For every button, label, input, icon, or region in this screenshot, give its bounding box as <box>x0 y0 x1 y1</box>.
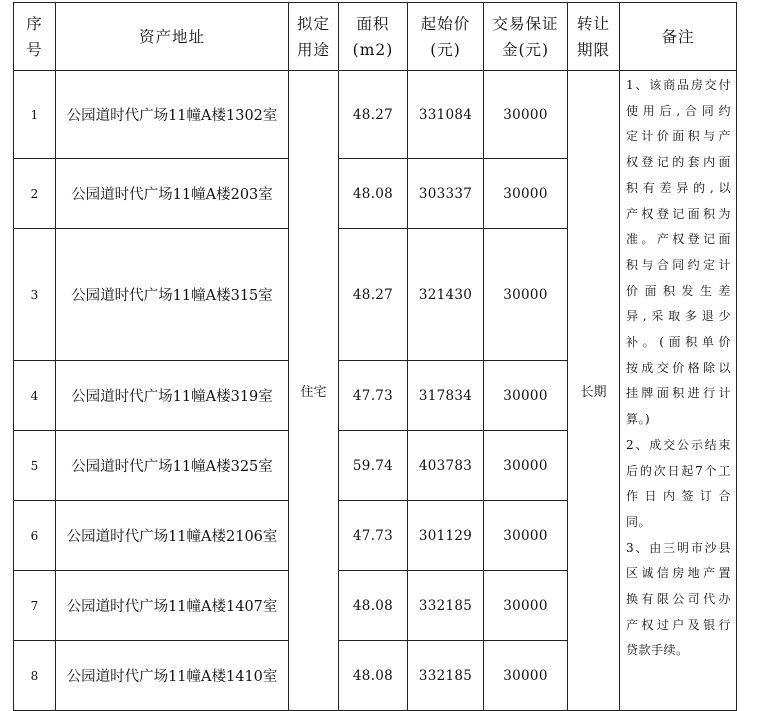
remark-line: 1、该商品房交付 <box>626 78 731 92</box>
row-seq: 8 <box>14 641 56 711</box>
remark-line: 产权过户及银行 <box>626 617 731 632</box>
row-price: 403783 <box>408 431 484 501</box>
header-row <box>14 3 737 71</box>
remark-line: 使用后,合同约 <box>626 103 731 118</box>
row-address: 公园道时代广场11幢A楼325室 <box>56 431 289 501</box>
row-deposit: 30000 <box>484 641 568 711</box>
row-price: 331084 <box>408 71 484 159</box>
row-deposit: 30000 <box>484 431 568 501</box>
row-address: 公园道时代广场11幢A楼1407室 <box>56 571 289 641</box>
row-seq: 5 <box>14 431 56 501</box>
remark-line: 补。(面积单价 <box>626 335 731 350</box>
row-seq: 2 <box>14 159 56 229</box>
row-address: 公园道时代广场11幢A楼1302室 <box>56 71 289 159</box>
row-address: 公园道时代广场11幢A楼203室 <box>56 159 289 229</box>
remark-line: 权登记的套内面 <box>626 155 731 170</box>
row-address: 公园道时代广场11幢A楼1410室 <box>56 641 289 711</box>
term-cell: 长期 <box>568 71 620 711</box>
row-seq: 6 <box>14 501 56 571</box>
header-address: 资产地址 <box>56 3 289 71</box>
remark-line: 3、由三明市沙县 <box>626 540 731 555</box>
row-deposit: 30000 <box>484 571 568 641</box>
remark-line: 贷款手续。 <box>626 643 689 658</box>
header-term: 转让 期限 <box>568 3 620 71</box>
row-area: 47.73 <box>339 501 408 571</box>
row-seq: 1 <box>14 71 56 159</box>
row-price: 332185 <box>408 571 484 641</box>
row-area: 59.74 <box>339 431 408 501</box>
row-address: 公园道时代广场11幢A楼319室 <box>56 361 289 431</box>
header-deposit: 交易保证 金(元) <box>484 3 568 71</box>
row-seq: 3 <box>14 229 56 361</box>
row-area: 48.08 <box>339 641 408 711</box>
row-area: 48.27 <box>339 71 408 159</box>
header-area: 面积 (m2) <box>339 3 408 71</box>
row-deposit: 30000 <box>484 361 568 431</box>
remark-line: 按成交价格除以 <box>626 360 731 375</box>
row-price: 317834 <box>408 361 484 431</box>
asset-table <box>13 2 737 711</box>
remark-line: 2、成交公示结束 <box>626 437 731 452</box>
row-deposit: 30000 <box>484 71 568 159</box>
row-area: 48.08 <box>339 159 408 229</box>
header-use: 拟定 用途 <box>289 3 339 71</box>
remark-line: 后的次日起7个工 <box>626 463 731 478</box>
remark-line: 换有限公司代办 <box>626 592 731 607</box>
row-address: 公园道时代广场11幢A楼315室 <box>56 229 289 361</box>
row-deposit: 30000 <box>484 229 568 361</box>
row-deposit: 30000 <box>484 159 568 229</box>
remark-cell <box>620 71 737 711</box>
remark-line: 准。产权登记面 <box>626 232 731 247</box>
row-area: 47.73 <box>339 361 408 431</box>
remark-line: 异,采取多退少 <box>626 309 731 324</box>
row-deposit: 30000 <box>484 501 568 571</box>
header-remark: 备注 <box>620 3 737 71</box>
remark-line: 挂牌面积进行计 <box>626 386 731 401</box>
remark-line: 积与合同约定计 <box>626 257 731 272</box>
remark-line: 算。) <box>626 412 651 427</box>
row-area: 48.27 <box>339 229 408 361</box>
header-seq: 序 号 <box>14 3 56 71</box>
row-price: 321430 <box>408 229 484 361</box>
row-seq: 7 <box>14 571 56 641</box>
use-cell: 住宅 <box>289 71 339 711</box>
row-address: 公园道时代广场11幢A楼2106室 <box>56 501 289 571</box>
remark-line: 积有差异的,以 <box>626 180 731 195</box>
row-area: 48.08 <box>339 571 408 641</box>
remark-line: 区诚信房地产置 <box>626 566 731 581</box>
table-row <box>14 71 737 159</box>
remark-line: 产权登记面积为 <box>626 206 731 221</box>
row-price: 301129 <box>408 501 484 571</box>
row-price: 303337 <box>408 159 484 229</box>
remark-line: 作日内签订合 <box>626 489 731 504</box>
header-price: 起始价 (元) <box>408 3 484 71</box>
remark-line: 定计价面积与产 <box>626 129 731 144</box>
row-price: 332185 <box>408 641 484 711</box>
remark-line: 价面积发生差 <box>626 283 731 298</box>
row-seq: 4 <box>14 361 56 431</box>
remark-line: 同。 <box>626 514 652 529</box>
